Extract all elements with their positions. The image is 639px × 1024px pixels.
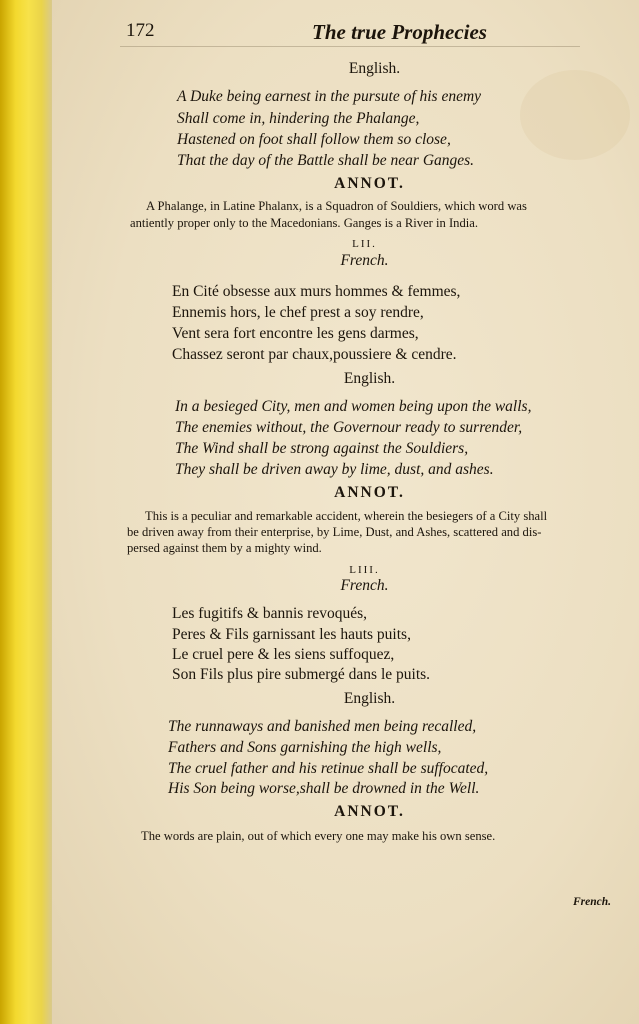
- french-label: French.: [340, 252, 389, 269]
- verse-line: Peres & Fils garnissant les hauts puits,: [172, 626, 411, 643]
- verse-line: The runnaways and banished men being recalled,: [168, 718, 477, 735]
- verse-line: Vent sera fort encontre les gens darmes,: [172, 325, 419, 342]
- annotation-line: antiently proper only to the Macedonians. Ganges is a River in India.: [130, 216, 478, 230]
- annotation-line: be driven away from their enterprise, by Lime, Dust, and Ashes, scattered and dis-: [127, 525, 542, 539]
- annot-label: ANNOT.: [334, 484, 405, 501]
- paper-stain: [520, 70, 630, 160]
- verse-line: En Cité obsesse aux murs hommes & femmes,: [172, 283, 461, 300]
- annot-label: ANNOT.: [334, 175, 405, 192]
- english-label: English.: [343, 690, 396, 707]
- verse-line: The Wind shall be strong against the Souldiers,: [175, 440, 469, 457]
- verse-line: Son Fils plus pire submergé dans le puits.: [172, 666, 431, 683]
- annotation-line: The words are plain, out of which every one may make his own sense.: [141, 829, 496, 843]
- section-number: LIII.: [349, 564, 380, 576]
- verse-line: Le cruel pere & les siens suffoquez,: [172, 646, 395, 663]
- french-label: French.: [340, 577, 389, 594]
- verse-line: Chassez seront par chaux,poussiere & cendre.: [172, 346, 457, 363]
- verse-line: The cruel father and his retinue shall be suffocated,: [168, 760, 489, 777]
- section-number: LII.: [352, 238, 377, 250]
- catchword: French.: [573, 896, 612, 908]
- verse-line: The enemies without, the Governour ready to surrender,: [175, 419, 523, 436]
- verse-line: Les fugitifs & bannis revoqués,: [172, 605, 368, 622]
- header-rule: [120, 46, 580, 47]
- verse-line: Hastened on foot shall follow them so close,: [177, 131, 451, 148]
- verse-line: Ennemis hors, le chef prest a soy rendre,: [172, 304, 424, 321]
- verse-line: In a besieged City, men and women being upon the walls,: [175, 398, 532, 415]
- annotation-line: This is a peculiar and remarkable accident, wherein the besiegers of a City shall: [145, 509, 548, 523]
- annotation-line: persed against them by a mighty wind.: [127, 541, 322, 555]
- verse-line: They shall be driven away by lime, dust, and ashes.: [175, 461, 494, 478]
- verse-line: Shall come in, hindering the Phalange,: [177, 110, 420, 127]
- verse-line: Fathers and Sons garnishing the high wells,: [168, 739, 442, 756]
- page-number: 172: [126, 20, 155, 41]
- annot-label: ANNOT.: [334, 803, 405, 820]
- verse-line: His Son being worse,shall be drowned in the Well.: [168, 780, 480, 797]
- verse-line: That the day of the Battle shall be near Ganges.: [177, 152, 475, 169]
- english-label: English.: [343, 370, 396, 387]
- english-label: English.: [348, 60, 401, 77]
- annotation-line: A Phalange, in Latine Phalanx, is a Squadron of Souldiers, which word was: [146, 199, 527, 213]
- page-edge: [0, 0, 52, 1024]
- running-head: The true Prophecies: [312, 20, 487, 44]
- verse-line: A Duke being earnest in the pursute of his enemy: [177, 88, 482, 105]
